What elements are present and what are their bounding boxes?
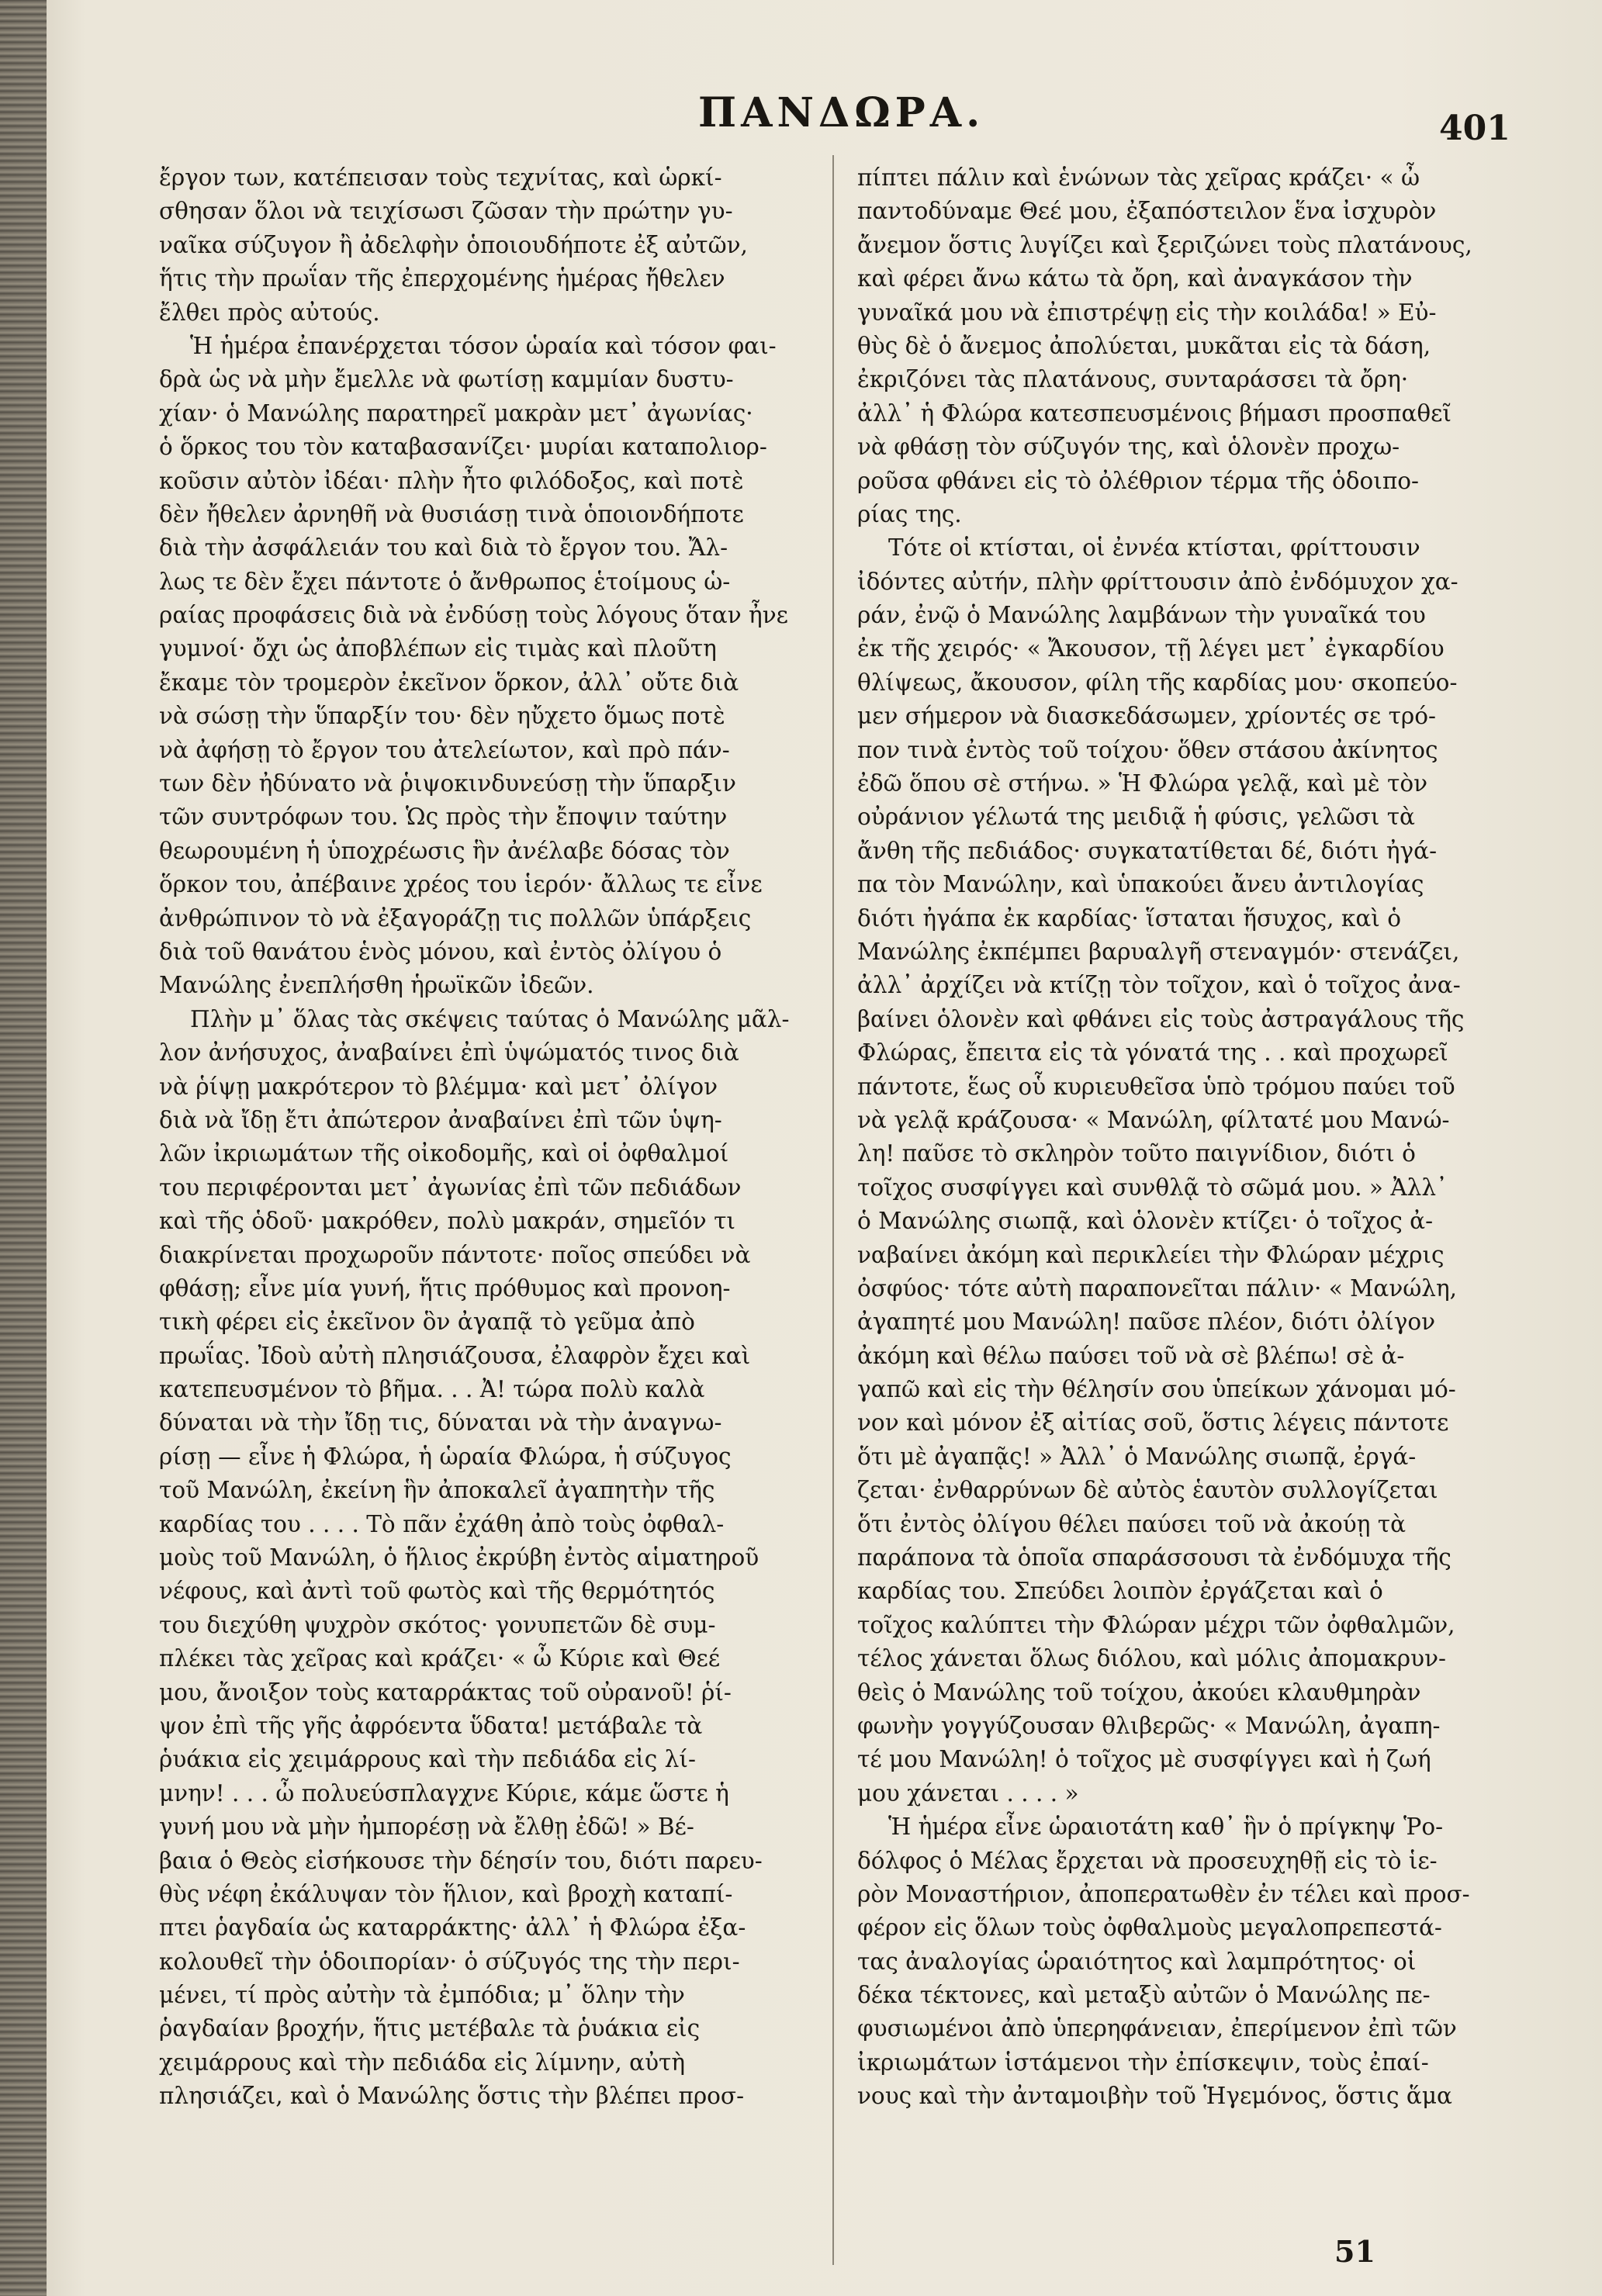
text-line: θεὶς ὁ Μανώλης τοῦ τοίχου, ἀκούει κλαυθμηρὰν bbox=[857, 1679, 1421, 1706]
text-line: του διεχύθη ψυχρὸν σκότος· γονυπετῶν δὲ συμ- bbox=[159, 1611, 716, 1638]
text-line: παντοδύναμε Θεέ μου, ἐξαπόστειλον ἕνα ἰσχυρὸν bbox=[857, 198, 1437, 225]
text-line: φωνὴν γογγύζουσαν θλιβερῶς· « Μανώλη, ἀγαπη- bbox=[857, 1712, 1441, 1739]
text-line: ὅτι ἐντὸς ὀλίγου θέλει παύσει τοῦ νὰ ἀκούῃ τὰ bbox=[857, 1510, 1407, 1537]
text-line: πλησιάζει, καὶ ὁ Μανώλης ὅστις τὴν βλέπει προσ- bbox=[159, 2083, 745, 2110]
text-line: ἔκαμε τὸν τρομερὸν ἐκεῖνον ὅρκον, ἀλλ᾽ οὔτε διὰ bbox=[159, 669, 739, 696]
column-divider bbox=[832, 155, 834, 2265]
text-line: τῶν συντρόφων του. Ὡς πρὸς τὴν ἔποψιν ταύτην bbox=[159, 804, 728, 831]
text-line: λῶν ἰκριωμάτων τῆς οἰκοδομῆς, καὶ οἱ ὀφθαλμοί bbox=[159, 1140, 729, 1167]
text-line: μου χάνεται . . . . » bbox=[857, 1779, 1079, 1807]
text-line: ἐδῶ ὅπου σὲ στήνω. » Ἡ Φλώρα γελᾷ, καὶ μὲ τὸν bbox=[857, 770, 1428, 797]
signature-mark: 51 bbox=[1334, 2234, 1375, 2269]
text-line: τας ἀναλογίας ὡραιότητος καὶ λαμπρότητος· οἱ bbox=[857, 1948, 1417, 1975]
text-line: ναβαίνει ἀκόμη καὶ περικλείει τὴν Φλώραν μέχρις bbox=[857, 1241, 1445, 1268]
text-line: ραίας προφάσεις διὰ νὰ ἐνδύσῃ τοὺς λόγους ὅταν ἦνε bbox=[159, 602, 788, 629]
text-line: ἄνθη τῆς πεδιάδος· συγκατατίθεται δέ, διότι ἠγά- bbox=[857, 837, 1438, 864]
text-line: διὰ τοῦ θανάτου ἑνὸς μόνου, καὶ ἐντὸς ὀλίγου ὁ bbox=[159, 938, 722, 965]
right-text-column bbox=[857, 161, 1540, 2114]
text-line: Τότε οἱ κτίσται, οἱ ἐννέα κτίσται, φρίττουσιν bbox=[888, 534, 1420, 562]
text-line: ράν, ἐνῷ ὁ Μανώλης λαμβάνων τὴν γυναῖκά του bbox=[857, 602, 1426, 629]
text-line: γυμνοί· ὄχι ὡς ἀποβλέπων εἰς τιμὰς καὶ πλοῦτη bbox=[159, 635, 717, 662]
text-line: καρδίας του. Σπεύδει λοιπὸν ἐργάζεται καὶ ὁ bbox=[857, 1578, 1383, 1605]
text-line: των δὲν ἠδύνατο νὰ ῥιψοκινδυνεύσῃ τὴν ὕπαρξιν bbox=[159, 770, 736, 797]
text-line: φυσιωμένοι ἀπὸ ὑπερηφάνειαν, ἐπερίμενον ἐπὶ τῶν bbox=[857, 2015, 1457, 2042]
text-line: ἀνθρώπινον τὸ νὰ ἐξαγοράζῃ τις πολλῶν ὑπάρξεις bbox=[159, 904, 752, 932]
text-line: πάντοτε, ἕως οὗ κυριευθεῖσα ὑπὸ τρόμου παύει τοῦ bbox=[857, 1073, 1455, 1100]
text-line: θὺς νέφη ἐκάλυψαν τὸν ἥλιον, καὶ βροχὴ καταπί- bbox=[159, 1880, 733, 1907]
text-line: τέλος χάνεται ὅλως διόλου, καὶ μόλις ἀπομακρυν- bbox=[857, 1645, 1446, 1672]
text-line: κοῦσιν αὐτὸν ἰδέαι· πλὴν ἦτο φιλόδοξος, καὶ ποτὲ bbox=[159, 467, 744, 494]
text-line: χίαν· ὁ Μανώλης παρατηρεῖ μακρὰν μετ᾽ ἀγωνίας· bbox=[159, 399, 753, 427]
text-line: ἀλλ᾽ ἡ Φλώρα κατεσπευσμένοις βήμασι προσπαθεῖ bbox=[857, 399, 1451, 427]
text-line: νον καὶ μόνον ἐξ αἰτίας σοῦ, ὅστις λέγεις πάντοτε bbox=[857, 1409, 1449, 1437]
text-line: ἀκόμη καὶ θέλω παύσει τοῦ νὰ σὲ βλέπω! σὲ ἀ- bbox=[857, 1342, 1405, 1369]
text-line: ῥυάκια εἰς χειμάρρους καὶ τὴν πεδιάδα εἰς λί- bbox=[159, 1746, 696, 1773]
text-line: διότι ἠγάπα ἐκ καρδίας· ἵσταται ἥσυχος, καὶ ὁ bbox=[857, 904, 1401, 932]
text-line: ψον ἐπὶ τῆς γῆς ἀφρόεντα ὕδατα! μετάβαλε τὰ bbox=[159, 1712, 703, 1739]
text-line: χειμάρρους καὶ τὴν πεδιάδα εἰς λίμνην, αὐτὴ bbox=[159, 2049, 686, 2076]
text-line: του περιφέρονται μετ᾽ ἀγωνίας ἐπὶ τῶν πεδιάδων bbox=[159, 1174, 742, 1201]
text-line: πρωΐας. Ἰδοὺ αὐτὴ πλησιάζουσα, ἐλαφρὸν ἔχει καὶ bbox=[159, 1342, 751, 1369]
text-line: βαίνει ὁλονὲν καὶ φθάνει εἰς τοὺς ἀστραγάλους τῆς bbox=[857, 1005, 1465, 1032]
text-line: τέ μου Μανώλη! ὁ τοῖχος μὲ συσφίγγει καὶ ἡ ζωή bbox=[857, 1746, 1431, 1773]
text-line: ζεται· ἐνθαρρύνων δὲ αὐτὸς ἑαυτὸν συλλογίζεται bbox=[857, 1477, 1438, 1504]
left-text-column bbox=[159, 161, 842, 2114]
text-line: πλέκει τὰς χεῖρας καὶ κράζει· « ὦ Κύριε καὶ Θεέ bbox=[159, 1645, 721, 1672]
text-line: ῥαγδαίαν βροχήν, ἥτις μετέβαλε τὰ ῥυάκια εἰς bbox=[159, 2015, 701, 2042]
text-line: ὁ ὅρκος του τὸν καταβασανίζει· μυρίαι καταπολιορ- bbox=[159, 434, 767, 461]
text-line: γυνή μου νὰ μὴν ἠμπορέσῃ νὰ ἔλθῃ ἐδῶ! » Βέ- bbox=[159, 1814, 694, 1841]
text-line: ὅτι μὲ ἀγαπᾷς! » Ἀλλ᾽ ὁ Μανώλης σιωπᾷ, ἐργά- bbox=[857, 1443, 1417, 1470]
text-line: δόλφος ὁ Μέλας ἔρχεται νὰ προσευχηθῇ εἰς τὸ ἱε- bbox=[857, 1847, 1438, 1874]
text-line: φθάσῃ; εἶνε μία γυνή, ἥτις πρόθυμος καὶ προνοη- bbox=[159, 1274, 731, 1302]
text-line: ἀλλ᾽ ἀρχίζει νὰ κτίζῃ τὸν τοῖχον, καὶ ὁ τοῖχος ἀνα- bbox=[857, 972, 1461, 999]
text-line: ὅρκον του, ἀπέβαινε χρέος του ἱερόν· ἄλλως τε εἶνε bbox=[159, 871, 763, 898]
text-line: μου, ἄνοιξον τοὺς καταρράκτας τοῦ οὐρανοῦ! ῥί- bbox=[159, 1679, 732, 1706]
text-line: δέκα τέκτονες, καὶ μεταξὺ αὐτῶν ὁ Μανώλης πε- bbox=[857, 1982, 1431, 2009]
text-line: πον τινὰ ἐντὸς τοῦ τοίχου· ὅθεν στάσου ἀκίνητος bbox=[857, 736, 1438, 763]
text-line: νέφους, καὶ ἀντὶ τοῦ φωτὸς καὶ τῆς θερμότητός bbox=[159, 1578, 715, 1605]
text-line: ἀγαπητέ μου Μανώλη! παῦσε πλέον, διότι ὀλίγον bbox=[857, 1309, 1436, 1336]
text-line: δύναται νὰ τὴν ἴδῃ τις, δύναται νὰ τὴν ἀναγνω- bbox=[159, 1409, 722, 1437]
text-line: πτει ῥαγδαία ὡς καταρράκτης· ἀλλ᾽ ἡ Φλώρα ἐξα- bbox=[159, 1914, 746, 1942]
text-line: δὲν ἤθελεν ἀρνηθῆ νὰ θυσιάσῃ τινὰ ὁποιονδήποτε bbox=[159, 500, 744, 527]
text-line: Μανώλης ἐνεπλήσθη ἡρωϊκῶν ἰδεῶν. bbox=[159, 972, 594, 999]
text-line: ρίσῃ — εἶνε ἡ Φλώρα, ἡ ὡραία Φλώρα, ἡ σύζυγος bbox=[159, 1443, 732, 1470]
text-line: παράπονα τὰ ὁποῖα σπαράσσουσι τὰ ἐνδόμυχα τῆς bbox=[857, 1544, 1451, 1572]
text-line: λη! παῦσε τὸ σκληρὸν τοῦτο παιγνίδιον, διότι ὁ bbox=[857, 1140, 1416, 1167]
text-line: διὰ τὴν ἀσφάλειάν του καὶ διὰ τὸ ἔργον του. Ἄλ- bbox=[159, 534, 728, 562]
text-line: πίπτει πάλιν καὶ ἑνώνων τὰς χεῖρας κράζει· « ὦ bbox=[857, 164, 1420, 191]
text-line: ἔλθει πρὸς αὐτούς. bbox=[159, 299, 380, 326]
text-line: φέρον εἰς ὅλων τοὺς ὀφθαλμοὺς μεγαλοπρεπεστά- bbox=[857, 1914, 1442, 1942]
text-line: λως τε δὲν ἔχει πάντοτε ὁ ἄνθρωπος ἑτοίμους ὡ- bbox=[159, 568, 731, 595]
text-line: θλίψεως, ἄκουσον, φίλη τῆς καρδίας μου· σκοπεύο- bbox=[857, 669, 1458, 696]
text-line: κατεπευσμένον τὸ βῆμα. . . Ἀ! τώρα πολὺ καλὰ bbox=[159, 1376, 705, 1403]
text-line: μένει, τί πρὸς αὐτὴν τὰ ἐμπόδια; μ᾽ ὅλην τὴν bbox=[159, 1982, 685, 2009]
text-line: μεν σήμερον νὰ διασκεδάσωμεν, χρίοντές σε τρό- bbox=[857, 703, 1436, 730]
text-line: καὶ φέρει ἄνω κάτω τὰ ὄρη, καὶ ἀναγκάσον τὴν bbox=[857, 265, 1413, 292]
text-line: μνην! . . . ὦ πολυεύσπλαγχνε Κύριε, κάμε ὥστε ἡ bbox=[159, 1779, 729, 1807]
text-line: θεωρουμένη ἡ ὑποχρέωσις ἣν ἀνέλαβε δόσας τὸν bbox=[159, 837, 730, 864]
text-line: ρίας της. bbox=[857, 500, 962, 527]
text-line: καὶ τῆς ὁδοῦ· μακρόθεν, πολὺ μακράν, σημεῖόν τι bbox=[159, 1208, 735, 1235]
text-line: ἔργον των, κατέπεισαν τοὺς τεχνίτας, καὶ ὡρκί- bbox=[159, 164, 722, 191]
text-line: πα τὸν Μανώλην, καὶ ὑπακούει ἄνευ ἀντιλογίας bbox=[857, 871, 1424, 898]
text-line: δρὰ ὡς νὰ μὴν ἔμελλε νὰ φωτίσῃ καμμίαν δυστυ- bbox=[159, 366, 734, 393]
text-line: τοῦ Μανώλη, ἐκείνη ἣν ἀποκαλεῖ ἀγαπητὴν τῆς bbox=[159, 1477, 715, 1504]
running-header-title: ΠΑΝΔΩΡΑ. bbox=[698, 89, 985, 137]
text-line: οὐράνιον γέλωτά της μειδιᾷ ἡ φύσις, γελῶσι τὰ bbox=[857, 804, 1415, 831]
text-line: ἐκριζόνει τὰς πλατάνους, συνταράσσει τὰ ὄρη· bbox=[857, 366, 1409, 393]
text-line: νὰ φθάσῃ τὸν σύζυγόν της, καὶ ὁλονὲν προχω- bbox=[857, 434, 1400, 461]
text-line: Ἡ ἡμέρα ἐπανέρχεται τόσον ὡραία καὶ τόσον φαι- bbox=[190, 332, 777, 359]
text-line: τοῖχος καλύπτει τὴν Φλώραν μέχρι τῶν ὀφθαλμῶν, bbox=[857, 1611, 1455, 1638]
text-line: ὀσφύος· τότε αὐτὴ παραπονεῖται πάλιν· « Μανώλη, bbox=[857, 1274, 1458, 1302]
text-line: ἰκριωμάτων ἱστάμενοι τὴν ἐπίσκεψιν, τοὺς ἐπαί- bbox=[857, 2049, 1429, 2076]
text-line: ὁ Μανώλης σιωπᾷ, καὶ ὁλονὲν κτίζει· ὁ τοῖχος ἀ- bbox=[857, 1208, 1434, 1235]
text-line: βαια ὁ Θεὸς εἰσήκουσε τὴν δέησίν του, διότι παρευ- bbox=[159, 1847, 763, 1874]
text-line: νὰ ῥίψῃ μακρότερον τὸ βλέμμα· καὶ μετ᾽ ὀλίγον bbox=[159, 1073, 718, 1100]
text-line: γαπῶ καὶ εἰς τὴν θέλησίν σου ὑπείκων χάνομαι μό- bbox=[857, 1376, 1456, 1403]
text-line: νὰ ἀφήσῃ τὸ ἔργον του ἀτελείωτον, καὶ πρὸ πάν- bbox=[159, 736, 730, 763]
text-line: θὺς δὲ ὁ ἄνεμος ἀπολύεται, μυκᾶται εἰς τὰ δάση, bbox=[857, 332, 1431, 359]
text-line: καρδίας του . . . . Τὸ πᾶν ἐχάθη ἀπὸ τοὺς ὀφθαλ- bbox=[159, 1510, 725, 1537]
text-line: γυναῖκά μου νὰ ἐπιστρέψῃ εἰς τὴν κοιλάδα! » Εὐ- bbox=[857, 299, 1437, 326]
text-line: Ἡ ἡμέρα εἶνε ὡραιοτάτη καθ᾽ ἣν ὁ πρίγκηψ Ῥο- bbox=[888, 1814, 1444, 1841]
text-line: σθησαν ὅλοι νὰ τειχίσωσι ζῶσαν τὴν πρώτην γυ- bbox=[159, 198, 733, 225]
text-line: ἄνεμον ὅστις λυγίζει καὶ ξεριζώνει τοὺς πλατάνους, bbox=[857, 231, 1472, 258]
book-spine-edge bbox=[0, 0, 47, 2296]
text-line: Μανώλης ἐκπέμπει βαρυαλγῆ στεναγμόν· στενάζει, bbox=[857, 938, 1460, 965]
text-line: ἐκ τῆς χειρός· « Ἄκουσον, τῇ λέγει μετ᾽ ἐγκαρδίου bbox=[857, 635, 1445, 662]
text-line: Πλὴν μ᾽ ὅλας τὰς σκέψεις ταύτας ὁ Μανώλης μᾶλ- bbox=[190, 1005, 790, 1032]
text-line: ναῖκα σύζυγον ἢ ἀδελφὴν ὁποιουδήποτε ἐξ αὐτῶν, bbox=[159, 231, 748, 258]
text-line: Φλώρας, ἔπειτα εἰς τὰ γόνατά της . . καὶ προχωρεῖ bbox=[857, 1039, 1448, 1067]
text-line: διακρίνεται προχωροῦν πάντοτε· ποῖος σπεύδει νὰ bbox=[159, 1241, 751, 1268]
text-line: μοὺς τοῦ Μανώλη, ὁ ἥλιος ἐκρύβη ἐντὸς αἱματηροῦ bbox=[159, 1544, 759, 1572]
text-line: ρὸν Μοναστήριον, ἀποπερατωθὲν ἐν τέλει καὶ προσ- bbox=[857, 1880, 1470, 1907]
text-line: λον ἀνήσυχος, ἀναβαίνει ἐπὶ ὑψώματός τινος διὰ bbox=[159, 1039, 739, 1067]
text-line: κολουθεῖ τὴν ὁδοιπορίαν· ὁ σύζυγός της τὴν περι- bbox=[159, 1948, 740, 1975]
text-line: ἥτις τὴν πρωΐαν τῆς ἐπερχομένης ἡμέρας ἤθελεν bbox=[159, 265, 725, 292]
text-line: ἰδόντες αὐτήν, πλὴν φρίττουσιν ἀπὸ ἐνδόμυχον χα- bbox=[857, 568, 1458, 595]
text-line: τοῖχος συσφίγγει καὶ συνθλᾷ τὸ σῶμά μου. » Ἀλλ᾽ bbox=[857, 1174, 1448, 1201]
text-line: ροῦσα φθάνει εἰς τὸ ὀλέθριον τέρμα τῆς ὁδοιπο- bbox=[857, 467, 1419, 494]
page-number: 401 bbox=[1439, 109, 1510, 148]
text-line: νὰ σώσῃ τὴν ὕπαρξίν του· δὲν ηὔχετο ὅμως ποτὲ bbox=[159, 703, 725, 730]
text-line: τικὴ φέρει εἰς ἐκεῖνον ὃν ἀγαπᾷ τὸ γεῦμα ἀπὸ bbox=[159, 1309, 695, 1336]
text-line: νὰ γελᾷ κράζουσα· « Μανώλη, φίλτατέ μου Μανώ- bbox=[857, 1106, 1450, 1133]
text-line: νους καὶ τὴν ἀνταμοιβὴν τοῦ Ἡγεμόνος, ὅστις ἅμα bbox=[857, 2083, 1452, 2110]
text-line: διὰ νὰ ἴδῃ ἔτι ἀπώτερον ἀναβαίνει ἐπὶ τῶν ὑψη- bbox=[159, 1106, 722, 1133]
